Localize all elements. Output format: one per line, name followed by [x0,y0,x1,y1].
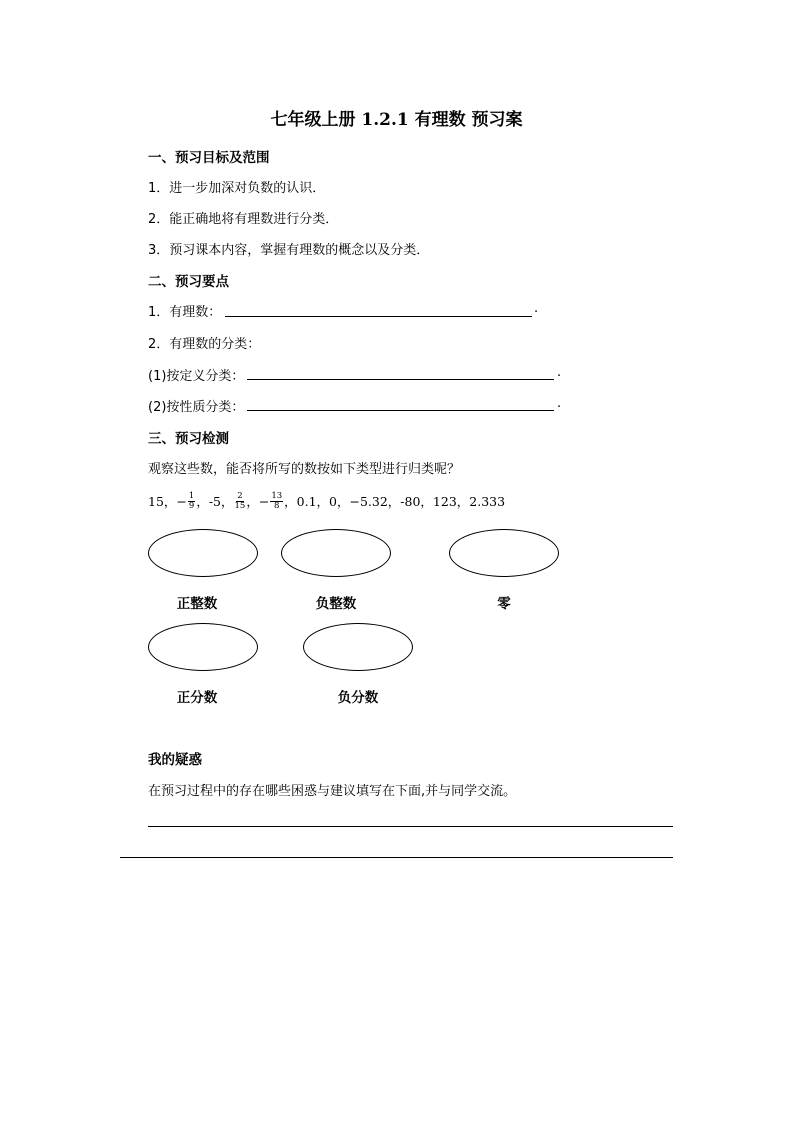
by-definition-label: (1)按定义分类： [148,369,245,384]
positive-fraction-label: 正分数 [176,690,218,706]
negative-fraction-ellipse[interactable] [303,623,413,671]
divider [120,857,673,858]
goal-item: 1．进一步加深对负数的认识． [148,181,326,196]
by-sign-label: (2)按性质分类： [148,400,245,415]
denominator: 15 [234,500,246,511]
denominator: 8 [274,500,280,511]
negative-integer-ellipse[interactable] [281,529,391,577]
positive-integer-label: 正整数 [176,596,218,612]
fraction-thirteen-eighths [270,492,283,511]
negative-fraction-label: 负分数 [337,690,379,706]
numerator: 2 [237,490,243,501]
positive-integer-ellipse[interactable] [148,529,258,577]
check-question: 观察这些数，能否将所写的数按如下类型进行归类呢？ [148,462,461,477]
section-heading-key-points: 二、预习要点 [148,274,229,290]
classification-label: 2．有理数的分类： [148,337,261,352]
fraction-two-fifteenths [235,492,246,511]
answer-line[interactable] [148,826,673,827]
section-heading-doubts: 我的疑惑 [148,752,202,768]
number-text: ，-5， [196,494,234,509]
zero-ellipse[interactable] [449,529,559,577]
goal-item: 2．能正确地将有理数进行分类． [148,212,339,227]
period: . [557,365,562,380]
period: . [557,396,562,411]
page-title: 七年级上册 1.2.1 有理数 预习案 [270,110,523,130]
denominator: 9 [188,500,195,511]
by-sign-blank[interactable] [247,410,554,411]
numerator: 13 [271,490,283,501]
doubts-prompt: 在预习过程中的存在哪些困惑与建议填写在下面,并与同学交流。 [148,784,517,799]
minus-sign: − [258,493,270,509]
negative-integer-label: 负整数 [315,596,357,612]
numerator: 1 [188,490,195,501]
number-text: ，0.1，0，−5.32，-80，123，2.333 [284,494,506,509]
zero-label: 零 [497,596,511,612]
rational-number-label: 1．有理数： [148,305,222,320]
number-list [148,489,505,513]
period: . [534,301,539,316]
goal-item: 3．预习课本内容，掌握有理数的概念以及分类． [148,243,430,258]
number-text: 15， [148,494,177,509]
by-definition-blank[interactable] [247,379,554,380]
section-heading-check: 三、预习检测 [148,431,229,447]
minus-sign: − [176,493,187,509]
positive-fraction-ellipse[interactable] [148,623,258,671]
section-heading-goals: 一、预习目标及范围 [148,150,270,166]
fraction-one-ninth [188,492,195,511]
separator: ， [246,494,259,509]
rational-number-blank[interactable] [225,316,532,317]
